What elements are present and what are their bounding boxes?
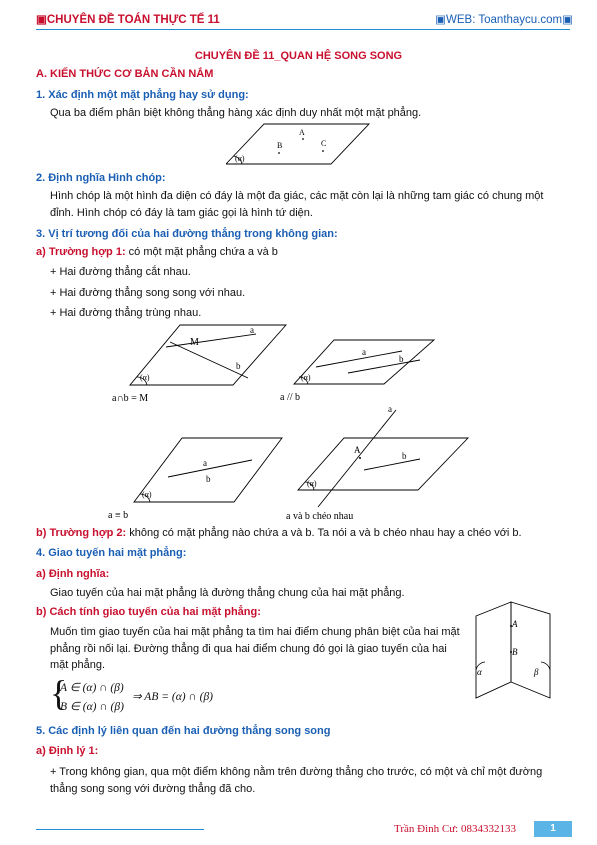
- fig1-point-c-label: C: [321, 139, 327, 148]
- s2-line1: Hình chóp là một hình đa diện có đáy là một đa giác, các mặt còn lại là những tam giác có chung một: [50, 190, 544, 202]
- s3-heading: 3. Vị trí tương đối của hai đường thẳng trong không gian:: [36, 228, 338, 240]
- s1-text: Qua ba điểm phân biệt không thẳng hàng xác định duy nhất một mặt phẳng.: [50, 107, 422, 119]
- formula-line1: A ∈ (α) ∩ (β): [60, 682, 124, 694]
- fig6-beta-label: β: [534, 667, 539, 677]
- fig2-caption: a∩b = M: [112, 393, 149, 404]
- page-title: CHUYÊN ĐỀ 11_QUAN HỆ SONG SONG: [194, 50, 403, 62]
- s4-how-line3: mặt phẳng.: [50, 659, 106, 671]
- formula-brace: {: [50, 673, 68, 713]
- s5-theorem-line1: + Trong không gian, qua một điểm không nằm trên đường thẳng cho trước, có một và chỉ một đường: [50, 766, 543, 778]
- fig6-a-label: A: [512, 619, 518, 629]
- section-a-heading: A. KIẾN THỨC CƠ BẢN CẦN NẮM: [36, 68, 214, 80]
- fig-plane-three-points: [226, 120, 371, 168]
- fig4-alpha-label: (α): [142, 490, 152, 499]
- fig1-point-a-label: A: [299, 128, 305, 137]
- footer-author: Trần Đình Cư: 0834332133: [394, 823, 516, 835]
- fig1-point-b-label: B: [277, 141, 283, 150]
- header-divider: [36, 29, 570, 30]
- fig2-a-label: a: [250, 325, 254, 335]
- formula-line2: B ∈ (α) ∩ (β): [60, 701, 124, 713]
- fig5-a-label: a: [388, 404, 392, 414]
- fig2-m-label: M: [190, 337, 199, 348]
- fig5-alpha-label: (α): [307, 479, 317, 488]
- fig4-b-label: b: [206, 474, 211, 484]
- s3-case-b-label: b) Trường hợp 2:: [36, 527, 127, 539]
- fig2-alpha-label: (α): [140, 373, 150, 382]
- s1-heading: 1. Xác định một mặt phẳng hay sử dụng:: [36, 89, 249, 101]
- fig4-a-label: a: [203, 458, 207, 468]
- fig2-b-label: b: [236, 361, 241, 371]
- fig5-caption: a và b chéo nhau: [286, 511, 354, 522]
- s3-case-a-label: a) Trường hợp 1:: [36, 246, 126, 258]
- s3-case-b-text: không có mặt phẳng nào chứa a và b. Ta nói a và b chéo nhau hay a chéo với b.: [126, 527, 522, 539]
- formula-result: ⇒ AB = (α) ∩ (β): [132, 691, 213, 703]
- s5-heading: 5. Các định lý liên quan đến hai đường thẳng song song: [36, 725, 331, 737]
- s4-formula: [50, 675, 250, 717]
- fig-intersecting-lines: [108, 322, 298, 404]
- s3-case-b: [36, 525, 522, 542]
- s2-line2: đỉnh. Hình chóp có đáy là tam giác gọi là hình tứ diện.: [50, 207, 313, 219]
- s2-heading: 2. Định nghĩa Hình chóp:: [36, 172, 166, 184]
- fig5-b-label: b: [402, 451, 407, 461]
- fig3-b-label: b: [399, 354, 404, 364]
- fig3-caption: a // b: [280, 392, 300, 403]
- fig4-caption: a ≡ b: [108, 510, 129, 520]
- s3-bullet-coincide: + Hai đường thẳng trùng nhau.: [50, 307, 202, 319]
- s5-theorem-label: a) Định lý 1:: [36, 745, 99, 757]
- fig-skew-lines: [278, 402, 488, 522]
- s5-theorem-line2: thẳng song song với đường thẳng đã cho.: [50, 783, 256, 795]
- fig5-point-a-label: A: [354, 445, 361, 455]
- fig6-alpha-label: α: [477, 667, 482, 677]
- fig3-alpha-label: (α): [301, 373, 311, 382]
- footer-divider: [36, 829, 204, 830]
- fig-parallel-lines: [278, 334, 438, 404]
- s3-bullet-parallel: + Hai đường thẳng song song với nhau.: [50, 287, 246, 299]
- fig1-alpha-label: (α): [235, 154, 245, 163]
- fig-coincident-lines: [104, 435, 284, 520]
- fig6-b-label: B: [512, 647, 518, 657]
- s4-def-text: Giao tuyến của hai mặt phẳng là đường thẳng chung của hai mặt phẳng.: [50, 587, 405, 599]
- s4-how-label: b) Cách tính giao tuyến của hai mặt phẳng:: [36, 606, 261, 618]
- fig3-a-label: a: [362, 347, 366, 357]
- s4-def-label: a) Định nghĩa:: [36, 568, 110, 580]
- s3-bullet-intersect: + Hai đường thẳng cắt nhau.: [50, 266, 191, 278]
- header-website[interactable]: ▣WEB: Toanthaycu.com▣: [435, 14, 573, 26]
- page-number: 1: [534, 821, 572, 837]
- s4-heading: 4. Giao tuyến hai mặt phẳng:: [36, 547, 187, 559]
- header-left: ▣CHUYÊN ĐỀ TOÁN THỰC TẾ 11: [36, 14, 220, 26]
- s3-case-a-text: có một mặt phẳng chứa a và b: [125, 246, 278, 258]
- s4-how-line1: Muốn tìm giao tuyến của hai mặt phẳng ta tìm hai điểm chung phân biệt của hai mặt: [50, 626, 460, 638]
- fig-two-planes: [472, 600, 554, 704]
- s4-how-line2: phẳng rồi nối lại. Đường thẳng đi qua hai điểm chung đó gọi là giao tuyến của hai: [50, 643, 447, 655]
- s3-case-a: [36, 244, 278, 261]
